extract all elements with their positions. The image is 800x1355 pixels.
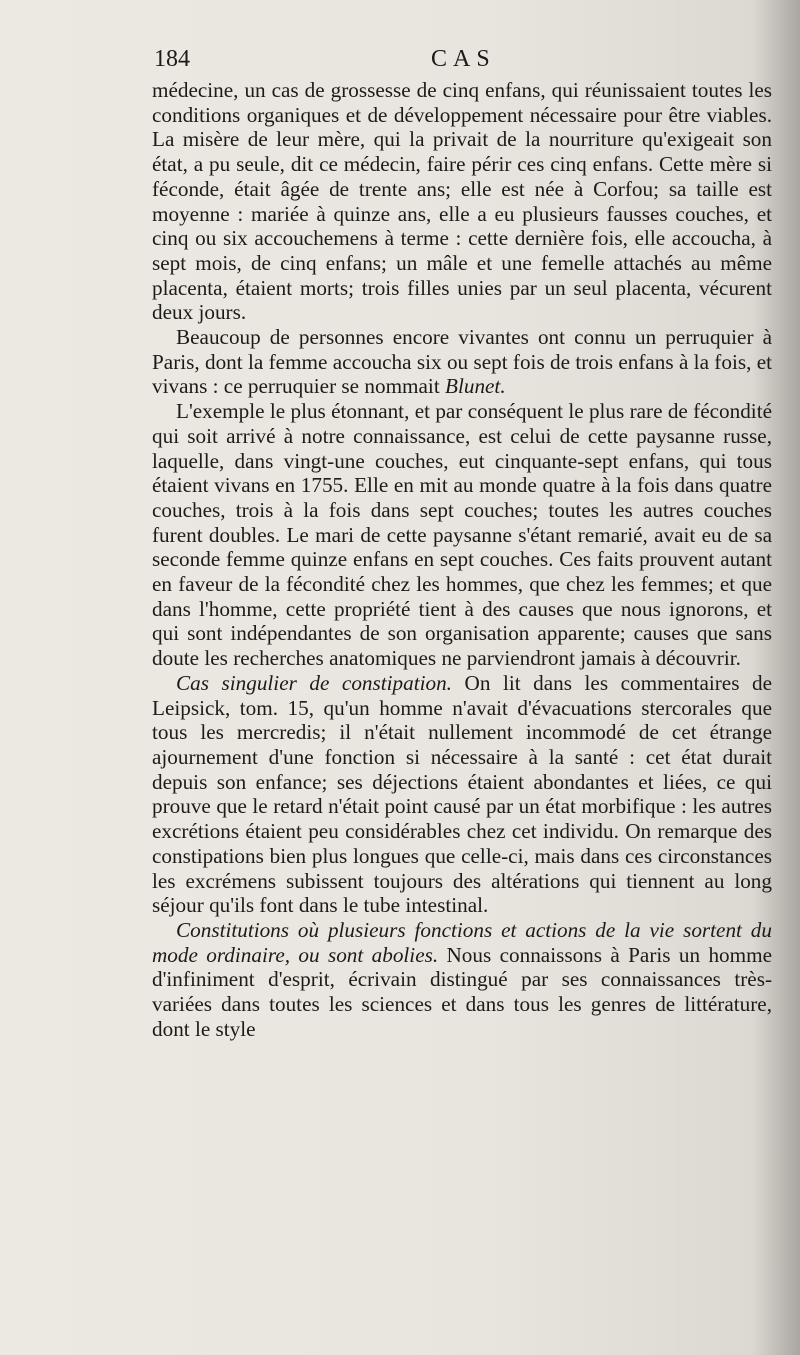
page-header: [150, 46, 770, 76]
paragraph-text: médecine, un cas de grossesse de cinq enfans, qui réunissaient toutes les conditions organiques et de développement nécessaire pour être viables. La misère de leur mère, qui la privait de la nourriture qu'exigeait son état, a pu seule, dit ce médecin, faire périr ces cinq enfans. Cette mère si féconde, était âgée de trente ans; elle est née à Corfou; sa taille est moyenne : mariée à quinze ans, elle a eu plusieurs fausses couches, et cinq ou six accouchemens à terme : cette dernière fois, elle accoucha, à sept mois, de cinq enfans; un mâle et une femelle attachés au même placenta, étaient morts; trois filles unies par un seul placenta, vécurent deux jours.: [152, 78, 772, 325]
paragraph-paysanne-russe: [152, 399, 772, 671]
body-text: [152, 78, 772, 1041]
paragraph-quintuplets: [152, 78, 772, 325]
paragraph-constitutions: [152, 918, 772, 1042]
paragraph-constipation: [152, 671, 772, 918]
paragraph-perruquier: [152, 325, 772, 399]
name-blunet: Blunet.: [445, 374, 506, 399]
section-heading-constitutions: Constitutions où plusieurs fonctions et actions de la vie sortent du mode ordinaire, ou sont abolies.: [152, 917, 772, 967]
page-number: 184: [154, 46, 190, 72]
paragraph-text: Beaucoup de personnes encore vivantes ont connu un perruquier à Paris, dont la femme accoucha six ou sept fois de trois enfans à la fois, et vivans : ce perruquier se nommait: [152, 325, 772, 399]
paragraph-text: On lit dans les commentaires de Leipsick, tom. 15, qu'un homme n'avait d'évacuations stercorales que tous les mercredis; il n'était nullement incommodé de cet étrange ajournement d'une fonction si nécessaire à la santé : cet état durait depuis son enfance; ses déjections étaient abondantes et liées, ce qui prouve que le retard n'était point causé par un état morbifique : les autres excrétions étaient peu considérables chez cet individu. On remarque des constipations bien plus longues que celle-ci, mais dans ces circonstances les excrémens subissent toujours des altérations qui tiennent au long séjour qu'ils font dans le tube intestinal.: [152, 670, 772, 918]
paragraph-text: L'exemple le plus étonnant, et par conséquent le plus rare de fécondité qui soit arrivé à notre connaissance, est celui de cette paysanne russe, laquelle, dans vingt-une couches, eut cinquante-sept enfans, qui tous étaient vivans en 1755. Elle en mit au monde quatre à la fois dans quatre couches, trois à la fois dans sept couches; toutes les autres couches furent doubles. Le mari de cette paysanne s'étant remarié, avait eu de sa seconde femme quinze enfans en sept couches. Ces faits prouvent autant en faveur de la fécondité chez les hommes, que chez les femmes; et que dans l'homme, cette propriété tient à des causes que nous ignorons, et qui sont indépendantes de son organisation apparente; causes que sans doute les recherches anatomiques ne parviendront jamais à découvrir.: [152, 399, 772, 671]
paragraph-text: Nous connaissons à Paris un homme d'infiniment d'esprit, écrivain distingué par ses connaissances très-variées dans toutes les sciences et dans tous les genres de littérature, dont le style: [152, 942, 772, 1041]
running-title: CAS: [431, 46, 496, 72]
section-heading-constipation: Cas singulier de constipation.: [176, 670, 452, 695]
